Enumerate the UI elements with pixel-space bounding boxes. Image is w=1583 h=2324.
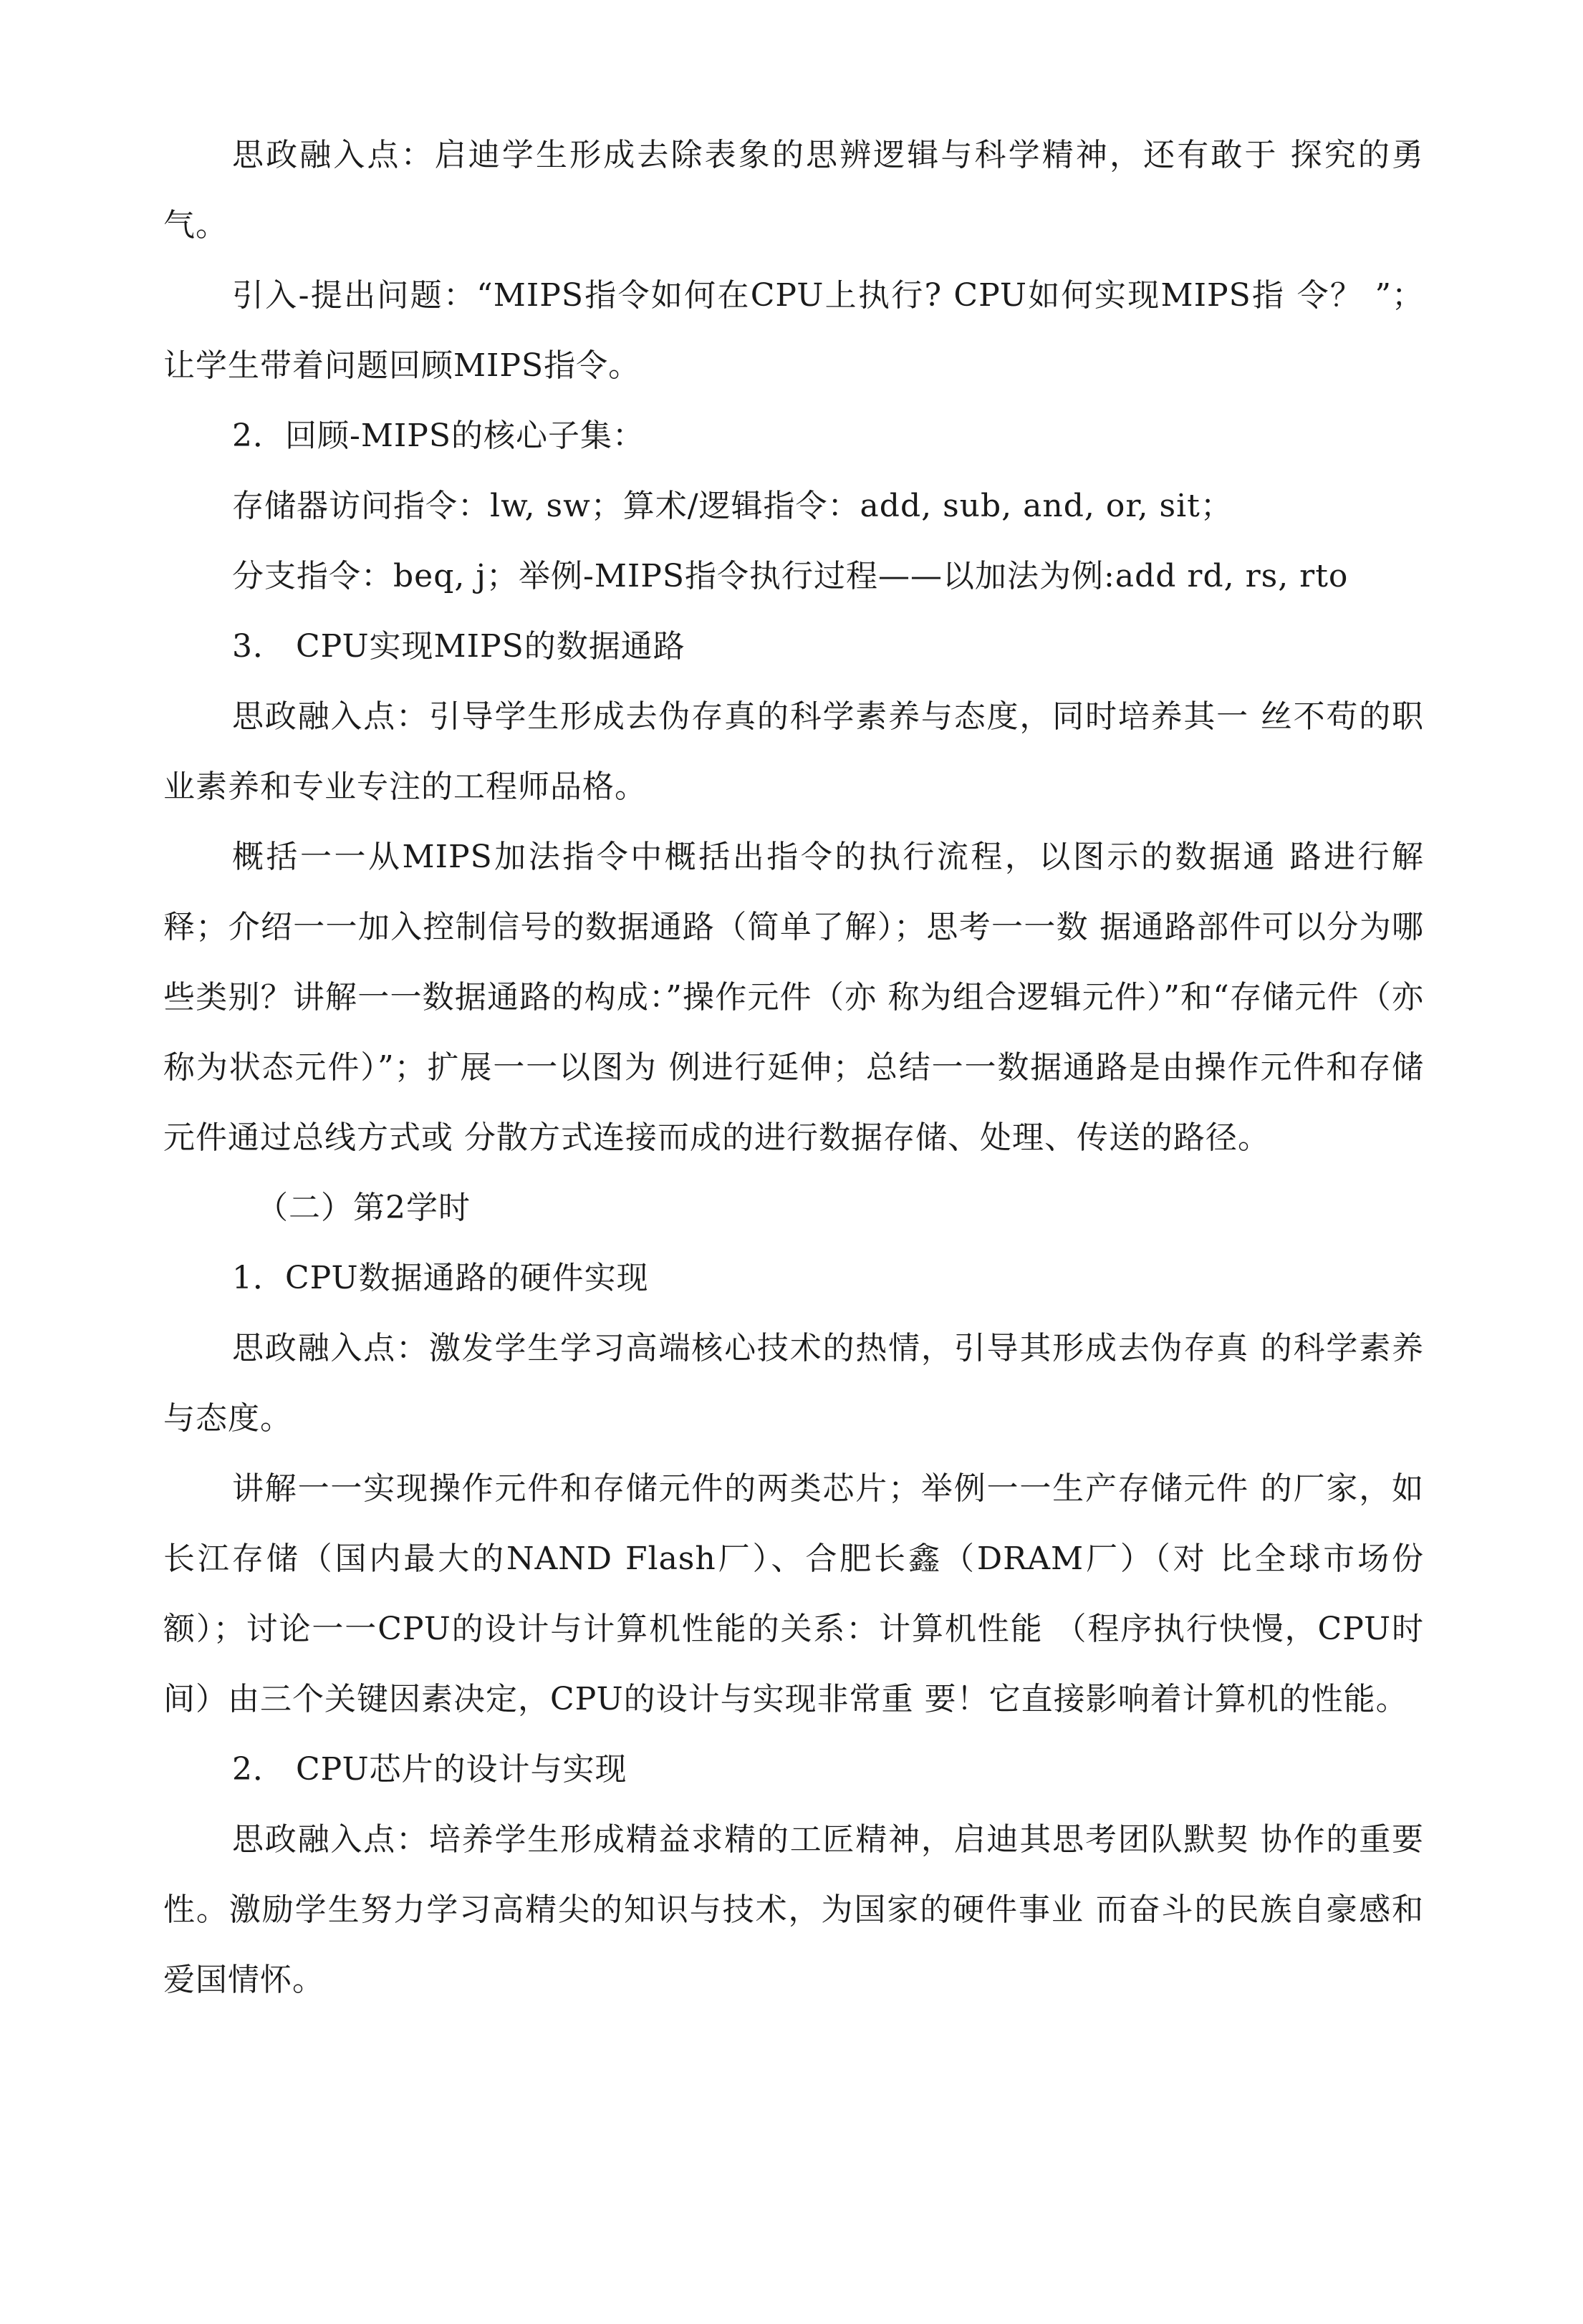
paragraph-ideology-point-2: 思政融入点：引导学生形成去伪存真的科学素养与态度，同时培养其一 丝不苟的职业素养和专业专注的工程师品格。 — [163, 698, 1424, 805]
paragraph-datapath-summary: 概括一一从MIPS加法指令中概括出指令的执行流程，以图示的数据通 路进行解释；介绍一一加入控制信号的数据通路（简单了解）；思考一一数 据通路部件可以分为哪些类别？讲解一一数据通路的构成：”操作元件（亦 称为组合逻辑元件）”和“存储元件（亦称为状态元件）”；扩展一一以图为 例进行延伸；总结一一数据通路是由操作元件和存储元件通过总线方式或 分散方式连接而成的进行数据存储、处理、传送的路径。 — [163, 839, 1424, 1156]
heading-second-period: （二）第2学时 — [256, 1190, 471, 1226]
paragraph-branch-instructions: 分支指令：beq, j；举例-MIPS指令执行过程——以加法为例:add rd, rs, rto — [232, 558, 1349, 594]
document-body — [163, 120, 1424, 2015]
heading-mips-core-subset: 2．回顾-MIPS的核心子集： — [232, 418, 645, 454]
paragraph-ideology-point-1: 思政融入点：启迪学生形成去除表象的思辨逻辑与科学精神，还有敢于 探究的勇气。 — [163, 137, 1424, 244]
paragraph-ideology-point-4: 思政融入点：培养学生形成精益求精的工匠精神，启迪其思考团队默契 协作的重要性。激励学生努力学习高精尖的知识与技术，为国家的硬件事业 而奋斗的民族自豪感和爱国情怀。 — [163, 1821, 1424, 1998]
heading-cpu-datapath: 3． CPU实现MIPS的数据通路 — [232, 628, 685, 665]
paragraph-ideology-point-3: 思政融入点：激发学生学习高端核心技术的热情，引导其形成去伪存真 的科学素养与态度。 — [163, 1330, 1424, 1437]
heading-datapath-hardware: 1．CPU数据通路的硬件实现 — [232, 1260, 649, 1296]
paragraph-intro-question: 引入-提出问题：“MIPS指令如何在CPU上执行? CPU如何实现MIPS指 令？ ”；让学生带着问题回顾MIPS指令。 — [163, 277, 1424, 384]
paragraph-chip-explanation: 讲解一一实现操作元件和存储元件的两类芯片；举例一一生产存储元件 的厂家，如长江存储（国内最大的NAND Flash厂）、合肥长鑫（DRAM厂）（对 比全球市场份额）；讨论一一CPU的设计与计算机性能的关系：计算机性能 （程序执行快慢，CPU时间）由三个关键因素决定，CPU的设计与实现非常重 要！它直接影响着计算机的性能。 — [163, 1470, 1424, 1717]
heading-cpu-chip-design: 2． CPU芯片的设计与实现 — [232, 1751, 627, 1788]
paragraph-memory-instructions: 存储器访问指令：lw, sw；算术/逻辑指令：add, sub, and, or, sit； — [232, 488, 1233, 524]
